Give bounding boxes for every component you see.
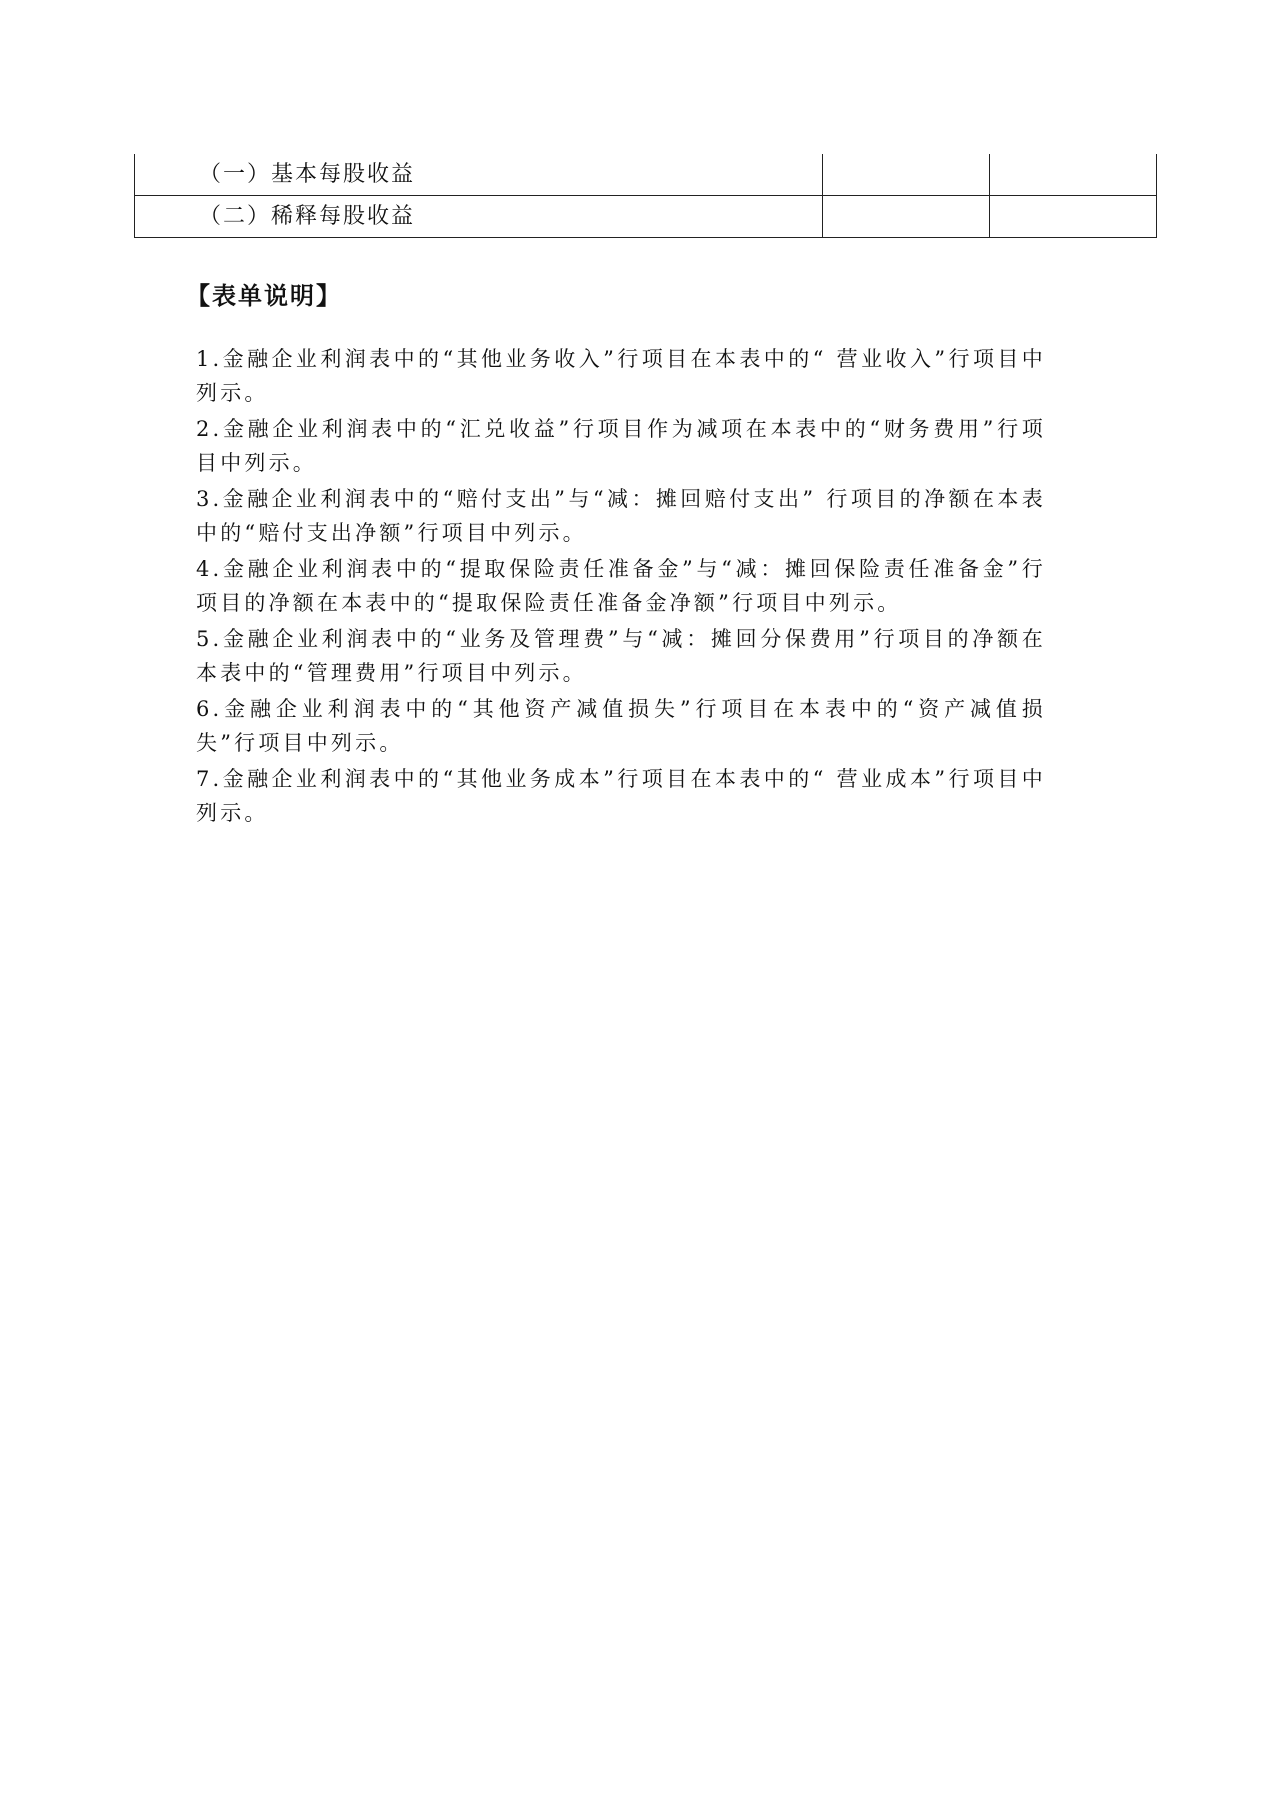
note-item: 7.金融企业利润表中的“其他业务成本”行项目在本表中的“ 营业成本”行项目中列示。	[196, 767, 1046, 825]
row-value-current	[823, 154, 990, 196]
row-value-previous	[990, 154, 1157, 196]
note-item: 4.金融企业利润表中的“提取保险责任准备金”与“减：摊回保险责任准备金”行项目的净额在本表中的“提取保险责任准备金净额”行项目中列示。	[196, 557, 1046, 615]
row-value-previous	[990, 196, 1157, 238]
table-row	[135, 154, 1157, 196]
row-item-label: （一）基本每股收益	[135, 154, 823, 196]
row-item-label: （二）稀释每股收益	[135, 196, 823, 238]
note-item: 1.金融企业利润表中的“其他业务收入”行项目在本表中的“ 营业收入”行项目中列示。	[196, 347, 1046, 405]
note-item: 6.金融企业利润表中的“其他资产减值损失”行项目在本表中的“资产减值损失”行项目中列示。	[196, 697, 1046, 755]
note-item: 5.金融企业利润表中的“业务及管理费”与“减：摊回分保费用”行项目的净额在本表中的“管理费用”行项目中列示。	[196, 627, 1046, 685]
note-item: 2.金融企业利润表中的“汇兑收益”行项目作为减项在本表中的“财务费用”行项目中列示。	[196, 417, 1046, 475]
notes-list	[196, 342, 1046, 832]
table-row	[135, 196, 1157, 238]
earnings-per-share-table	[134, 154, 1157, 238]
note-item: 3.金融企业利润表中的“赔付支出”与“减：摊回赔付支出” 行项目的净额在本表中的“赔付支出净额”行项目中列示。	[196, 487, 1046, 545]
row-value-current	[823, 196, 990, 238]
notes-title: 【表单说明】	[186, 281, 342, 310]
